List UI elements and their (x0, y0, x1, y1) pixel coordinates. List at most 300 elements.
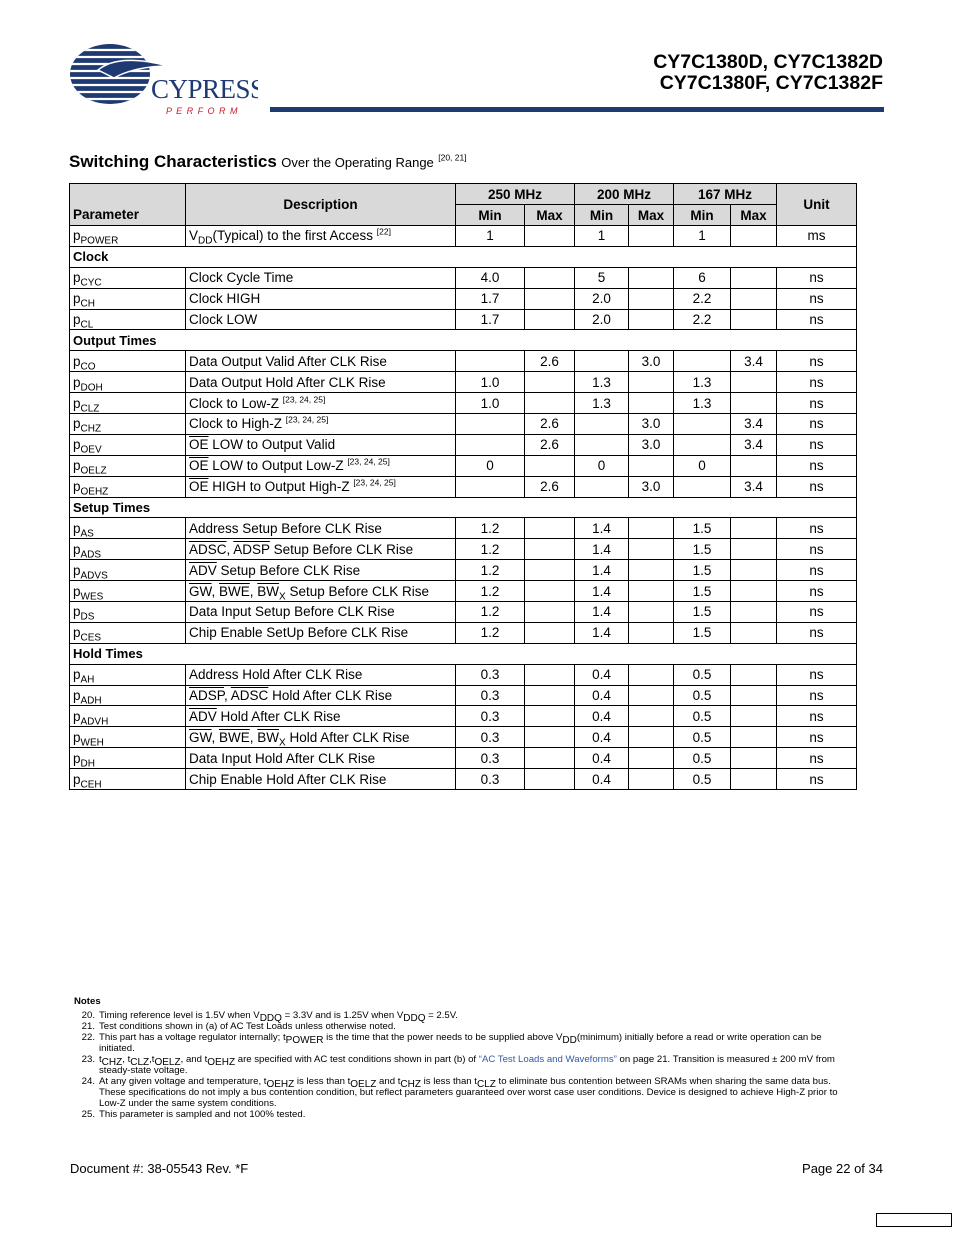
parameter-subscript: CLZ (80, 403, 100, 414)
description-cell: Clock to Low-Z [23, 24, 25] (186, 393, 456, 414)
min-value-cell: 1.0 (456, 372, 525, 393)
header-min: Min (674, 205, 731, 226)
parameter-subscript: ADS (80, 549, 102, 560)
min-value-cell: 2.0 (575, 288, 629, 309)
parameter-cell (70, 706, 186, 727)
parameter-symbol: p (73, 458, 81, 474)
min-value-cell: 1.5 (674, 539, 731, 560)
table-row (70, 351, 857, 372)
min-value-cell: 0.4 (575, 727, 629, 748)
min-value-cell: 0.3 (456, 727, 525, 748)
min-value-cell: 1.4 (575, 560, 629, 581)
max-value-cell (525, 685, 575, 706)
max-value-cell (629, 622, 674, 643)
parameter-symbol: p (73, 625, 81, 641)
max-value-cell (629, 602, 674, 623)
unit-cell: ns (777, 393, 857, 414)
table-row (70, 769, 857, 790)
min-value-cell: 0.5 (674, 748, 731, 769)
max-value-cell (629, 372, 674, 393)
min-value-cell: 1.4 (575, 518, 629, 539)
table-row (70, 309, 857, 330)
max-value-cell (525, 455, 575, 476)
description-cell: $V_{DD}(Typical)$ to the first Access [22] (186, 226, 456, 247)
min-value-cell: 2.2 (674, 288, 731, 309)
parameter-symbol: p (73, 771, 81, 787)
note-text: Test conditions shown in (a) of AC Test Loads unless otherwise noted. (99, 1021, 396, 1032)
max-value-cell (731, 455, 777, 476)
description-cell: Clock to High-Z [23, 24, 25] (186, 414, 456, 435)
parameter-subscript: AH (80, 674, 95, 686)
table-row (70, 267, 857, 288)
min-value-cell: 1.5 (674, 622, 731, 643)
unit-cell: ns (777, 288, 857, 309)
table-row (70, 518, 857, 539)
parameter-subscript: OEV (80, 445, 102, 456)
parameter-symbol: p (73, 604, 81, 620)
max-value-cell (525, 309, 575, 330)
header-min: Min (575, 205, 629, 226)
max-value-cell (525, 727, 575, 748)
parameter-cell (70, 581, 186, 602)
parameter-symbol: p (73, 437, 81, 453)
parameter-cell (70, 560, 186, 581)
parameter-symbol: p (73, 688, 81, 704)
header-167mhz: 167 MHz (674, 184, 777, 205)
unit-cell: ns (777, 518, 857, 539)
max-value-cell: 3.0 (629, 414, 674, 435)
min-value-cell: 1.2 (456, 622, 525, 643)
description-cell: OE LOW to Output Valid (186, 434, 456, 455)
description-cell: ADSP, ADSC Hold After CLK Rise (186, 685, 456, 706)
unit-cell: ns (777, 539, 857, 560)
min-value-cell: 1.4 (575, 581, 629, 602)
parameter-subscript: ADH (80, 695, 102, 706)
parameter-symbol: p (73, 228, 81, 244)
min-value-cell (456, 434, 525, 455)
min-value-cell: 1.4 (575, 602, 629, 623)
feedback-box (876, 1213, 952, 1227)
min-value-cell: 2.2 (674, 309, 731, 330)
min-value-cell (456, 476, 525, 497)
note-number: 22. (81, 1032, 95, 1043)
max-value-cell (525, 664, 575, 685)
description-cell: Data Input Setup Before CLK Rise (186, 602, 456, 623)
max-value-cell (525, 226, 575, 247)
max-value-cell (629, 769, 674, 790)
description-cell: OE LOW to Output Low-Z [23, 24, 25] (186, 455, 456, 476)
document-number: Document #: 38-05543 Rev. *F (70, 1161, 249, 1176)
switching-characteristics-table (69, 183, 857, 790)
note-item (74, 1054, 858, 1076)
max-value-cell (731, 309, 777, 330)
header-250mhz: 250 MHz (456, 184, 575, 205)
description-cell: Clock Cycle Time (186, 267, 456, 288)
note-item (74, 1010, 858, 1024)
max-value-cell: 3.4 (731, 434, 777, 455)
min-value-cell (575, 434, 629, 455)
unit-cell: ns (777, 455, 857, 476)
note-text: Timing reference level is 1.5V when $V_{DDQ} = 3.3V$ and is 1.25V when $V_{DDQ} = 2.5V$. (99, 1010, 458, 1024)
note-text: This part has a voltage regulator internally; $t_{POWER}$ is the time that the power needs to be supplied above $V_{DD}(minimum)$ initially before a read or write operation can be initiated. (99, 1032, 822, 1054)
parameter-cell (70, 351, 186, 372)
min-value-cell: 1.4 (575, 622, 629, 643)
section-row (70, 643, 857, 664)
parameter-cell (70, 622, 186, 643)
note-text: At any given voltage and temperature, $t_{OEHZ}$ is less than $t_{OELZ}$ and $t_{CHZ}$ is less than $t_{CLZ}$ to eliminate bus contention between SRAMs when sharing the same data bus. These specifications do not imply a bus contention condition, but reflect parameters guaranteed over worst case user conditions. Device is designed to achieve High-Z prior to Low-Z under the same system conditions. (99, 1076, 838, 1109)
parameter-cell (70, 372, 186, 393)
max-value-cell (731, 393, 777, 414)
min-value-cell: 1.2 (456, 581, 525, 602)
max-value-cell: 3.0 (629, 476, 674, 497)
unit-cell: ns (777, 581, 857, 602)
parameter-cell (70, 685, 186, 706)
parameter-symbol: p (73, 562, 81, 578)
max-value-cell: 3.0 (629, 434, 674, 455)
unit-cell: ns (777, 414, 857, 435)
parameter-subscript: AS (80, 528, 94, 539)
min-value-cell: 1.4 (575, 539, 629, 560)
max-value-cell (731, 581, 777, 602)
section-subtitle: Over the Operating Range (281, 155, 434, 170)
section-title: Switching Characteristics (69, 152, 277, 171)
min-value-cell (456, 414, 525, 435)
title-line-2: CY7C1380F, CY7C1382F (659, 72, 883, 94)
min-value-cell: 1.2 (456, 539, 525, 560)
min-value-cell: 2.0 (575, 309, 629, 330)
min-value-cell: 1.3 (674, 372, 731, 393)
table-row (70, 434, 857, 455)
parameter-subscript: CH (80, 298, 95, 310)
description-cell: GW, BWE, $BW_X$ Hold After CLK Rise (186, 727, 456, 748)
parameter-symbol: p (73, 750, 81, 766)
min-value-cell: 1.7 (456, 288, 525, 309)
header-parameter: Parameter (70, 184, 186, 226)
table-row (70, 560, 857, 581)
header-max: Max (525, 205, 575, 226)
unit-cell: ns (777, 706, 857, 727)
header-max: Max (629, 205, 674, 226)
unit-cell: ns (777, 267, 857, 288)
max-value-cell (731, 267, 777, 288)
min-value-cell (456, 351, 525, 372)
max-value-cell (731, 518, 777, 539)
parameter-symbol: p (73, 374, 81, 390)
parameter-subscript: CO (80, 361, 96, 372)
description-cell: Chip Enable SetUp Before CLK Rise (186, 622, 456, 643)
cypress-logo (68, 40, 258, 120)
section-label: Setup Times (70, 497, 857, 518)
title-line-1: CY7C1380D, CY7C1382D (653, 51, 883, 73)
max-value-cell (731, 539, 777, 560)
parameter-subscript: WES (80, 591, 104, 602)
parameter-symbol: p (73, 416, 81, 432)
table-row (70, 476, 857, 497)
parameter-cell (70, 664, 186, 685)
max-value-cell (525, 267, 575, 288)
max-value-cell: 2.6 (525, 476, 575, 497)
max-value-cell (629, 309, 674, 330)
description-cell: OE HIGH to Output High-Z [23, 24, 25] (186, 476, 456, 497)
section-heading (69, 152, 467, 172)
table-row (70, 727, 857, 748)
header-200mhz: 200 MHz (575, 184, 674, 205)
min-value-cell (674, 414, 731, 435)
max-value-cell: 3.4 (731, 476, 777, 497)
parameter-symbol: p (73, 708, 81, 724)
min-value-cell: 1.2 (456, 602, 525, 623)
max-value-cell (731, 727, 777, 748)
parameter-symbol: p (73, 291, 81, 307)
max-value-cell (629, 455, 674, 476)
min-value-cell (674, 351, 731, 372)
max-value-cell (525, 518, 575, 539)
max-value-cell (525, 288, 575, 309)
header-min: Min (456, 205, 525, 226)
description-cell: ADV Setup Before CLK Rise (186, 560, 456, 581)
max-value-cell (731, 602, 777, 623)
parameter-symbol: p (73, 479, 81, 495)
description-cell: GW, BWE, $BW_X$ Setup Before CLK Rise (186, 581, 456, 602)
min-value-cell: 1.7 (456, 309, 525, 330)
description-cell: Address Setup Before CLK Rise (186, 518, 456, 539)
unit-cell: ns (777, 622, 857, 643)
max-value-cell (525, 393, 575, 414)
note-number: 24. (81, 1076, 95, 1087)
header-description: Description (186, 184, 456, 226)
svg-text:P E R F O R M: P E R F O R M (166, 106, 239, 116)
parameter-cell (70, 769, 186, 790)
min-value-cell: 1.3 (674, 393, 731, 414)
section-ref: [20, 21] (438, 152, 467, 163)
parameter-symbol: p (73, 270, 81, 286)
max-value-cell (731, 706, 777, 727)
max-value-cell (629, 518, 674, 539)
section-row (70, 497, 857, 518)
max-value-cell: 2.6 (525, 414, 575, 435)
description-cell: ADSC, ADSP Setup Before CLK Rise (186, 539, 456, 560)
table-row (70, 581, 857, 602)
min-value-cell: 0.5 (674, 664, 731, 685)
parameter-subscript: CES (80, 633, 102, 644)
notes-list (74, 1010, 858, 1120)
min-value-cell (575, 414, 629, 435)
table-row (70, 414, 857, 435)
parameter-cell (70, 455, 186, 476)
parameter-symbol: p (73, 729, 81, 745)
parameter-symbol: p (73, 353, 81, 369)
min-value-cell: 1.3 (575, 393, 629, 414)
cypress-logo-graphic (68, 40, 258, 120)
table-row (70, 602, 857, 623)
parameter-cell (70, 539, 186, 560)
max-value-cell (629, 581, 674, 602)
min-value-cell: 0.3 (456, 664, 525, 685)
max-value-cell (731, 748, 777, 769)
min-value-cell: 1.5 (674, 581, 731, 602)
max-value-cell (731, 685, 777, 706)
header-max: Max (731, 205, 777, 226)
max-value-cell (629, 226, 674, 247)
parameter-symbol: p (73, 541, 81, 557)
note-text: This parameter is sampled and not 100% tested. (99, 1109, 306, 1120)
header-unit: Unit (777, 184, 857, 226)
section-label: Clock (70, 246, 857, 267)
min-value-cell (674, 434, 731, 455)
notes-heading: Notes (74, 996, 101, 1007)
parameter-subscript: CHZ (80, 424, 102, 435)
unit-cell: ms (777, 226, 857, 247)
max-value-cell (629, 539, 674, 560)
min-value-cell: 1 (575, 226, 629, 247)
table-row (70, 393, 857, 414)
max-value-cell (629, 706, 674, 727)
min-value-cell: 0.5 (674, 706, 731, 727)
parameter-cell (70, 414, 186, 435)
table-row (70, 664, 857, 685)
parameter-cell (70, 602, 186, 623)
unit-cell: ns (777, 434, 857, 455)
max-value-cell (629, 664, 674, 685)
parameter-symbol: p (73, 520, 81, 536)
description-cell: Clock LOW (186, 309, 456, 330)
min-value-cell (575, 476, 629, 497)
max-value-cell (525, 706, 575, 727)
max-value-cell (731, 372, 777, 393)
min-value-cell (575, 351, 629, 372)
max-value-cell (731, 226, 777, 247)
max-value-cell (731, 622, 777, 643)
max-value-cell: 2.6 (525, 434, 575, 455)
min-value-cell: 0 (575, 455, 629, 476)
parameter-subscript: WEH (80, 737, 104, 748)
parameter-symbol: p (73, 395, 81, 411)
description-cell: Address Hold After CLK Rise (186, 664, 456, 685)
unit-cell: ns (777, 372, 857, 393)
min-value-cell: 0.5 (674, 727, 731, 748)
min-value-cell: 0.4 (575, 685, 629, 706)
min-value-cell: 1 (674, 226, 731, 247)
note-item (74, 1076, 858, 1109)
min-value-cell: 0.5 (674, 685, 731, 706)
unit-cell: ns (777, 476, 857, 497)
table-row (70, 455, 857, 476)
note-number: 25. (81, 1109, 95, 1120)
unit-cell: ns (777, 351, 857, 372)
max-value-cell (525, 372, 575, 393)
min-value-cell: 0 (456, 455, 525, 476)
parameter-cell (70, 226, 186, 247)
table-row (70, 372, 857, 393)
max-value-cell (525, 622, 575, 643)
max-value-cell (629, 748, 674, 769)
min-value-cell: 1.0 (456, 393, 525, 414)
notes (74, 996, 858, 1120)
note-number: 20. (81, 1010, 95, 1021)
max-value-cell: 3.0 (629, 351, 674, 372)
unit-cell: ns (777, 748, 857, 769)
unit-cell: ns (777, 769, 857, 790)
max-value-cell (731, 769, 777, 790)
unit-cell: ns (777, 309, 857, 330)
unit-cell: ns (777, 602, 857, 623)
description-cell: Chip Enable Hold After CLK Rise (186, 769, 456, 790)
parameter-symbol: p (73, 667, 81, 683)
min-value-cell: 1.5 (674, 518, 731, 539)
note-number: 23. (81, 1054, 95, 1065)
max-value-cell (629, 288, 674, 309)
parameter-subscript: CYC (80, 277, 102, 289)
max-value-cell (629, 685, 674, 706)
min-value-cell: 0.3 (456, 706, 525, 727)
max-value-cell (731, 560, 777, 581)
min-value-cell: 6 (674, 267, 731, 288)
min-value-cell: 1.3 (575, 372, 629, 393)
max-value-cell (629, 393, 674, 414)
description-cell: Clock HIGH (186, 288, 456, 309)
header-rule (270, 107, 884, 112)
min-value-cell: 0.4 (575, 706, 629, 727)
min-value-cell: 1 (456, 226, 525, 247)
parameter-subscript: CEH (80, 779, 102, 790)
max-value-cell (525, 560, 575, 581)
min-value-cell: 0.5 (674, 769, 731, 790)
parameter-subscript: OELZ (80, 465, 107, 477)
description-cell: Data Output Hold After CLK Rise (186, 372, 456, 393)
table-row (70, 706, 857, 727)
max-value-cell (525, 581, 575, 602)
parameter-cell (70, 288, 186, 309)
unit-cell: ns (777, 560, 857, 581)
parameter-cell (70, 309, 186, 330)
parameter-cell (70, 727, 186, 748)
max-value-cell (629, 560, 674, 581)
min-value-cell: 0.3 (456, 769, 525, 790)
table-body (70, 226, 857, 790)
max-value-cell (525, 769, 575, 790)
parameter-subscript: CL (80, 319, 94, 330)
note-text: $t_{CHZ}$, $t_{CLZ},t_{OELZ}$, and $t_{OEHZ}$ are specified with AC test conditions shown in part (b) of “AC Test Loads and Waveforms” on page 21. Transition is measured ± 200 mV from steady-state voltage. (99, 1054, 835, 1076)
min-value-cell: 0.3 (456, 685, 525, 706)
min-value-cell: 4.0 (456, 267, 525, 288)
max-value-cell (731, 664, 777, 685)
note-item (74, 1032, 858, 1054)
table-row (70, 226, 857, 247)
max-value-cell (731, 288, 777, 309)
description-cell: ADV Hold After CLK Rise (186, 706, 456, 727)
min-value-cell: 0.3 (456, 748, 525, 769)
svg-text:CYPRESS: CYPRESS (151, 74, 258, 104)
parameter-cell (70, 393, 186, 414)
parameter-subscript: DH (80, 758, 95, 769)
parameter-subscript: ADVS (80, 570, 108, 581)
unit-cell: ns (777, 664, 857, 685)
max-value-cell: 3.4 (731, 351, 777, 372)
parameter-subscript: DS (80, 612, 95, 623)
section-row (70, 330, 857, 351)
max-value-cell (525, 539, 575, 560)
max-value-cell (629, 727, 674, 748)
max-value-cell (525, 748, 575, 769)
parameter-cell (70, 267, 186, 288)
min-value-cell (674, 476, 731, 497)
max-value-cell: 3.4 (731, 414, 777, 435)
parameter-subscript: DOH (80, 382, 103, 393)
parameter-subscript: ADVH (80, 716, 109, 727)
min-value-cell: 5 (575, 267, 629, 288)
parameter-cell (70, 434, 186, 455)
parameter-cell (70, 748, 186, 769)
